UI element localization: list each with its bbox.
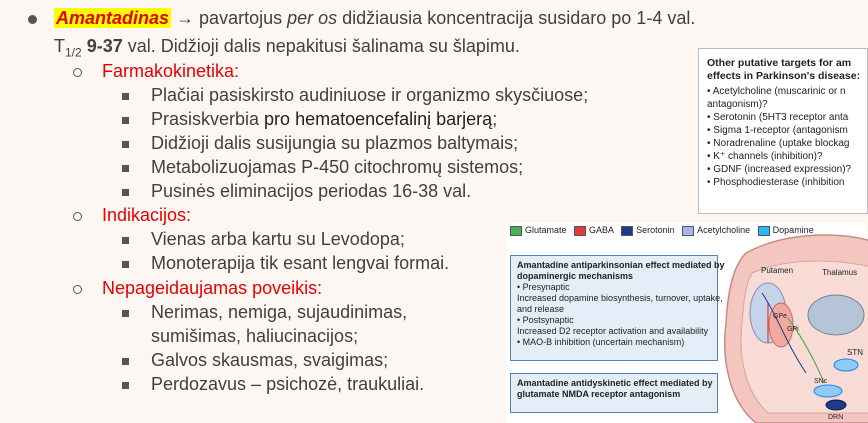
half-life-line — [54, 36, 520, 60]
brain-label-stn: STN — [847, 348, 863, 357]
section-bullet — [73, 285, 82, 294]
target-line: • Serotonin (5HT3 receptor anta — [707, 112, 849, 123]
intro-text-per-os: per os — [287, 8, 338, 28]
item-bullet — [122, 117, 129, 124]
box1-line: • Postsynaptic — [517, 315, 574, 325]
targets-title: Other putative targets for am effects in Parkinson's disease: — [707, 57, 861, 82]
section-bullet — [73, 212, 82, 221]
brain-label-putamen: Putamen — [761, 266, 794, 275]
item-bullet — [122, 141, 129, 148]
figure-legend: Glutamate GABA Serotonin Acetylcholine Dopamine — [508, 225, 814, 236]
brain-label-gpe: GPe — [773, 313, 788, 320]
dopaminergic-mechanisms-box — [510, 255, 725, 361]
list-item-continuation: sumišimas, haliucinacijos; — [151, 326, 359, 346]
list-item: Plačiai pasiskirsto audiniuose ir organizmo skysčiuose; — [151, 85, 589, 105]
half-life-text-a: val. Didžioji dalis nepakitusi šalinama su — [122, 36, 453, 56]
item-bullet — [122, 382, 129, 389]
intro-text-c: didžiausia koncentracija susidaro po 1-4 val. — [337, 8, 696, 28]
target-line: • Acetylcholine (muscarinic or n — [707, 86, 846, 97]
brain-label-snc: SNc — [814, 378, 828, 385]
brain-label-thalamus: Thalamus — [822, 268, 858, 277]
t-half-value: 9-37 — [81, 36, 123, 56]
drug-intro-line — [54, 8, 695, 29]
item-bullet — [122, 237, 129, 244]
target-line: • GDNF (increased expression)? — [707, 164, 852, 175]
item-bullet — [122, 261, 129, 268]
list-item: Didžioji dalis susijungia su plazmos baltymais; — [151, 133, 519, 153]
box1-line: • MAO-B inhibition (uncertain mechanism) — [517, 337, 685, 347]
list-item: Galvos skausmas, svaigimas; — [151, 350, 389, 370]
section-title-side-effects: Nepageidaujamas poveikis: — [102, 278, 323, 298]
box2-title-line1: Amantadine antidyskinetic effect mediated by — [517, 378, 713, 388]
t-half-symbol: T — [54, 36, 65, 56]
half-life-text-c: . — [514, 36, 520, 56]
t-half-subscript: 1/2 — [65, 45, 82, 60]
list-item: Prasiskverbia pro hematoencefalinį barjerą; — [151, 109, 498, 129]
box1-title-line1: Amantadine antiparkinsonian effect mediated by — [517, 260, 725, 270]
box1-line: • Presynaptic — [517, 282, 570, 292]
target-line: • Phosphodiesterase (inhibition — [707, 177, 845, 188]
list-item: Perdozavus – psichozė, traukuliai. — [151, 374, 425, 394]
list-item: Metabolizuojamas P-450 citochromų sistemos; — [151, 157, 524, 177]
target-line: antagonism)? — [707, 99, 768, 110]
putative-targets-box — [698, 48, 868, 214]
target-line: • Noradrenaline (uptake blockag — [707, 138, 850, 149]
amantadine-mechanism-figure — [506, 223, 866, 423]
section-bullet — [73, 68, 82, 77]
box1-line: Increased dopamine biosynthesis, turnover, uptake, — [517, 293, 723, 303]
nmda-antagonism-box — [510, 373, 718, 413]
drug-name: Amantadinas — [56, 8, 170, 28]
target-line: • K⁺ channels (inhibition)? — [707, 151, 823, 162]
brain-label-drn: DRN — [828, 414, 844, 421]
arrow-icon: → — [176, 8, 195, 28]
box2-title-line2: glutamate NMDA receptor antagonism — [517, 389, 681, 399]
item-bullet — [122, 358, 129, 365]
list-item: Vienas arba kartu su Levodopa; — [151, 229, 405, 249]
intro-text-a: pavartojus — [194, 8, 288, 28]
half-life-urine: šlapimu — [452, 36, 515, 56]
list-item: Pusinės eliminacijos periodas 16-38 val. — [151, 181, 472, 201]
item-bullet — [122, 93, 129, 100]
box1-title-line2: dopaminergic mechanisms — [517, 271, 634, 281]
list-item: Monoterapija tik esant lengvai formai. — [151, 253, 450, 273]
box1-line: and release — [517, 304, 565, 314]
item-bullet — [122, 165, 129, 172]
item-bullet — [122, 189, 129, 196]
section-title-pharmacokinetics: Farmakokinetika: — [102, 61, 240, 81]
box1-line: Increased D2 receptor activation and availability — [517, 326, 709, 336]
item-bullet — [122, 310, 129, 317]
target-line: • Sigma 1-receptor (antagonism — [707, 125, 848, 136]
bullet-main — [28, 15, 37, 24]
brain-label-gpi: GPi — [787, 326, 799, 333]
list-item: Nerimas, nemiga, sujaudinimas, — [151, 302, 408, 322]
section-title-indications: Indikacijos: — [102, 205, 192, 225]
